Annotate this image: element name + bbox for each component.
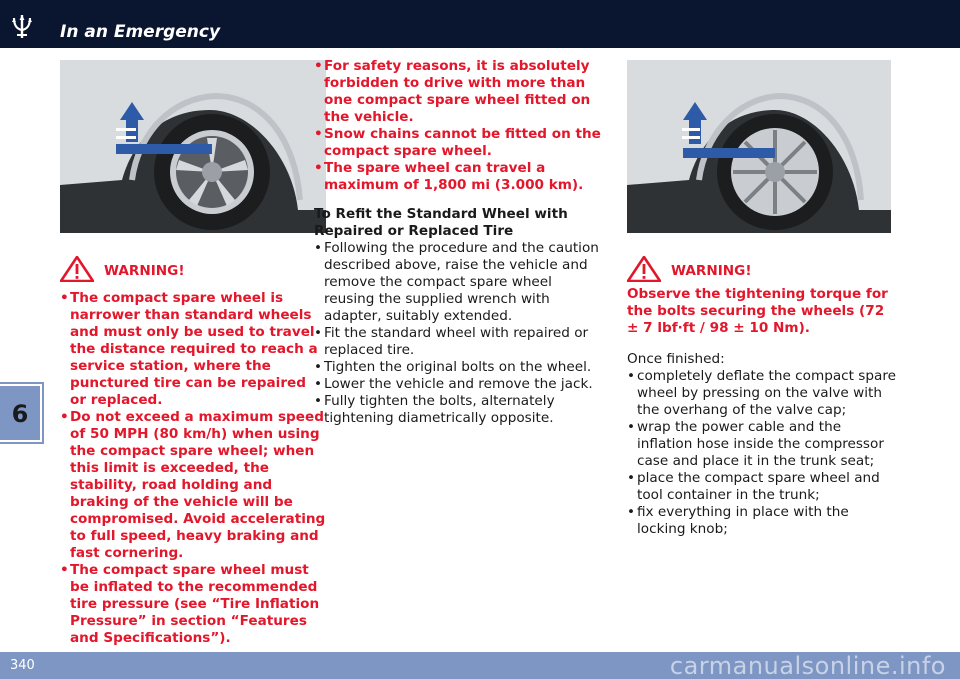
list-item: • Do not exceed a maximum speed of 50 MPH (80 km/h) when using the compact spare wheel; when this limit is exceeded, the stability, road holding and braking of the vehicle will be compromised. Avoid accelerating to full speed, heavy braking and fast cornering.: [60, 409, 326, 562]
list-item: • The compact spare wheel must be inflated to the recommended tire pressure (see “Tire Inflation Pressure” in section “Features and Specifications”).: [60, 562, 326, 647]
torque-warning-text: Observe the tightening torque for the bolts securing the wheels (72 ± 7 lbf·ft / 98 ± 10 Nm).: [627, 286, 888, 336]
procedure-list: [314, 240, 604, 427]
spare-wheel-figure: [60, 60, 326, 233]
right-column: [627, 258, 897, 538]
list-item: • place the compact spare wheel and tool container in the trunk;: [627, 470, 897, 504]
watermark: carmanualsonline.info: [669, 652, 946, 679]
list-item: • For safety reasons, it is absolutely forbidden to drive with more than one compact spare wheel fitted on the vehicle.: [314, 58, 604, 126]
intro-text: Once finished:: [627, 351, 725, 367]
safety-list: [314, 58, 604, 194]
subheading: To Refit the Standard Wheel with Repaired or Replaced Tire: [314, 206, 568, 239]
warning-triangle-icon: [627, 256, 661, 282]
list-item: • The spare wheel can travel a maximum of 1,800 mi (3.000 km).: [314, 160, 604, 194]
warning-header: [627, 258, 897, 282]
warning-list: [60, 290, 326, 647]
section-title: In an Emergency: [60, 22, 221, 42]
list-item: • Tighten the original bolts on the wheel.: [314, 359, 604, 376]
chapter-number: 6: [11, 400, 29, 428]
list-item: • fix everything in place with the locking knob;: [627, 504, 897, 538]
warning-header: [60, 258, 326, 282]
list-item: • wrap the power cable and the inflation hose inside the compressor case and place it in the trunk seat;: [627, 419, 897, 470]
standard-wheel-illustration: [627, 60, 891, 233]
list-item: • Fit the standard wheel with repaired or replaced tire.: [314, 325, 604, 359]
chapter-tab: [0, 384, 42, 442]
list-item: • Lower the vehicle and remove the jack.: [314, 376, 604, 393]
list-item: • Fully tighten the bolts, alternately tightening diametrically opposite.: [314, 393, 604, 427]
left-column: [60, 258, 326, 647]
list-item: • Following the procedure and the caution described above, raise the vehicle and remove the compact spare wheel reusing the supplied wrench with adapter, suitably extended.: [314, 240, 604, 325]
list-item: • completely deflate the compact spare wheel by pressing on the valve with the overhang of the valve cap;: [627, 368, 897, 419]
list-item: • The compact spare wheel is narrower than standard wheels and must only be used to travel the distance required to reach a service station, where the punctured tire can be repaired or replaced.: [60, 290, 326, 409]
page-footer: [0, 652, 960, 679]
warning-label: WARNING!: [104, 263, 185, 279]
warning-label: WARNING!: [671, 263, 752, 279]
standard-wheel-figure: [627, 60, 891, 233]
finish-list: [627, 368, 897, 538]
compact-spare-wheel-illustration: [60, 60, 326, 233]
middle-column: [314, 58, 604, 427]
warning-triangle-icon: [60, 256, 94, 282]
trident-logo-icon: [8, 12, 36, 40]
page-header: [0, 0, 960, 48]
list-item: • Snow chains cannot be fitted on the compact spare wheel.: [314, 126, 604, 160]
page-number: 340: [10, 658, 35, 673]
